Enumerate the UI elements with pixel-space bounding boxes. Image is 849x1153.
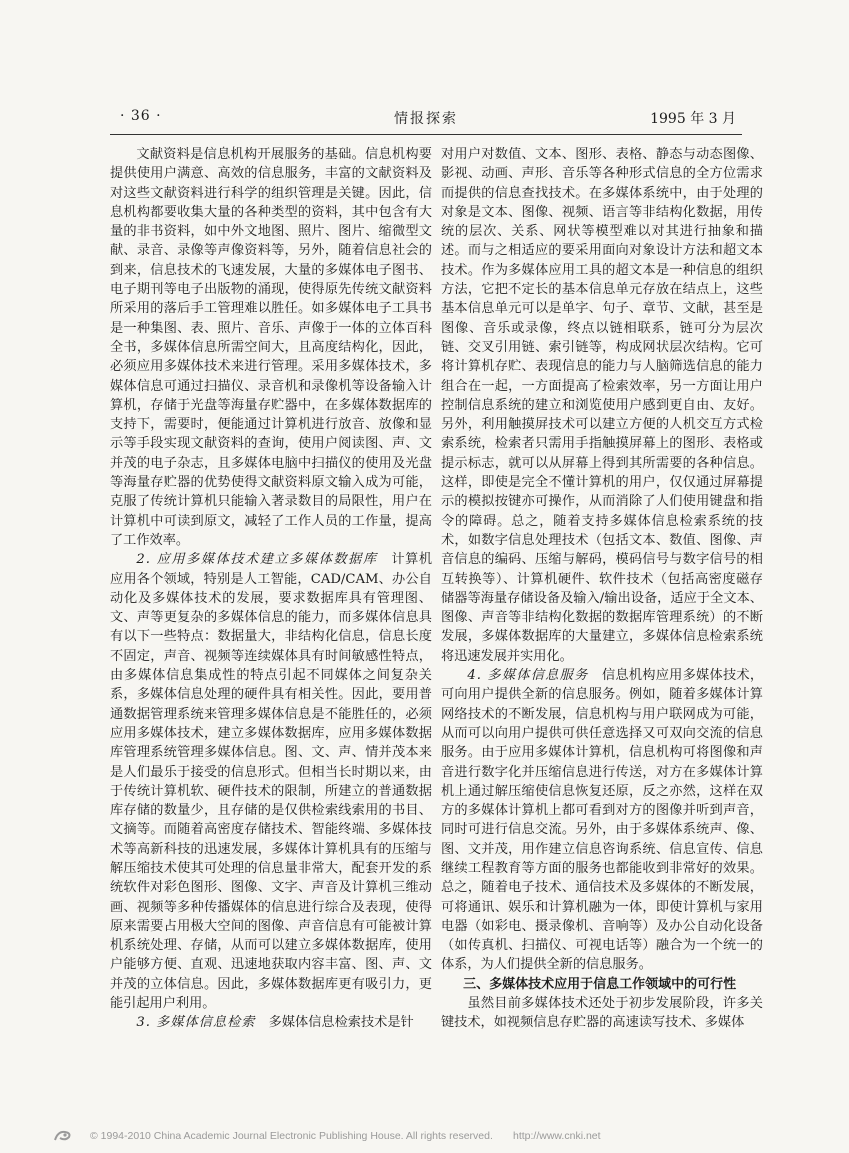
paragraph-continued: 对用户对数值、文本、图形、表格、静态与动态图像、影视、动画、声形、音乐等各种形式信息的全方位需求而提供的信息查找技术。在多媒体系统中，由于处理的对象是文本、图像、视频、语言等非结构化数据，用传统的层次、关系、网状等模型难以对其进行抽象和描述。而与之相适应的要采用面向对象设计方法和超文本技术。作为多媒体应用工具的超文本是一种信息的组织方法，它把不定长的基本信息单元存放在结点上，这些基本信息单元可以是单字、句子、章节、文献，甚至是图像、音乐或录像，终点以链相联系，链可分为层次链、交叉引用链、索引链等，构成网状层次结构。它可将计算机存贮、表现信息的能力与人脑筛选信息的能力组合在一起，一方面提高了检索效率，另一方面让用户控制信息系统的建立和浏览使用户感到更自由、友好。另外，利用触摸屏技术可以建立方便的人机交互方式检索系统，检索者只需用手指触摸屏幕上的图形、表格或提示标志，就可以从屏幕上得到其所需要的各种信息。这样，即使是完全不懂计算机的用户，仅仅通过屏幕提示的模拟按键亦可操作，从而消除了人们使用键盘和指令的障碍。总之，随着支持多媒体信息检索系统的技术，如数字信息处理技术（包括文本、数值、图像、声音信息的编码、压缩与解码，模码信号与数字信号的相互转换等）、计算机硬件、软件技术（包括高密度磁存储器等海量存储设备及输入/输出设备，适应于全文本、图像、声音等非结构化数据的数据库管理系统）的不断发展，多媒体数据库的大量建立，多媒体信息检索系统将迅速发展并实用化。 xyxy=(441,147,763,664)
section-4-text: 信息机构应用多媒体技术，可向用户提供全新的信息服务。例如，随着多媒体计算网络技术的不断发展，信息机构与用户联网成为可能，从而可以向用户提供可供任意选择又可双向交流的信息服务。由于应用多媒体计算机，信息机构可将图像和声音进行数字化并压缩信息进行传送，对方在多媒体计算机上通过解压缩使信息恢复还原，反之亦然，这样在双方的多媒体计算机上都可看到对方的图像并听到声音，同时可进行信息交流。另外，由于多媒体系统声、像、图、文并茂，用作建立信息咨询系统、信息宣传、信息继续工程教育等方面的服务也都能收到非常好的效果。总之，随着电子技术、通信技术及多媒体的不断发展，可将通讯、娱乐和计算机融为一体，即使计算机与家用电器（如彩电、摄录像机、音响等）及办公自动化设备（如传真机、扫描仪、可视电话等）融合为一个统一的体系，为人们提供全新的信息服务。 xyxy=(441,668,764,973)
section-4-title: 4. 多媒体信息服务 xyxy=(467,668,589,684)
section-3-title: 3. 多媒体信息检索 xyxy=(136,1015,256,1031)
footer-url[interactable]: http://www.cnki.net xyxy=(513,1130,601,1142)
cnki-logo-icon xyxy=(52,1128,74,1144)
section-2-paragraph xyxy=(110,550,432,1013)
issue-date: 1995 年 3 月 xyxy=(650,111,736,127)
paragraph-1: 文献资料是信息机构开展服务的基础。信息机构要提供使用户满意、高效的信息服务，丰富的文献资料及对这些文献资料进行科学的组织管理是关键。因此，信息机构都要收集大量的各种类型的资料，其中包含有大量的非书资料，如中外文地图、照片、图片、缩微型文献、录音、录像等声像资料等，另外，随着信息社会的到来，信息技术的飞速发展，大量的多媒体电子图书、电子期刊等电子出版物的涌现，使得原先传统文献资料所采用的落后手工管理难以胜任。如多媒体电子工具书是一种集图、表、照片、音乐、声像于一体的立体百科全书，多媒体信息所需空间大，且高度结构化，因此，必须应用多媒体技术来进行管理。采用多媒体技术，多媒体信息可通过扫描仪、录音机和录像机等设备输入计算机，存储于光盘等海量存贮器中，在多媒体数据库的支持下，需要时，便能通过计算机进行放音、放像和显示等手段实现文献资料的查询，使用户阅读图、声、文并茂的电子杂志，且多媒体电脑中扫描仪的使用及光盘等海量存贮器的优势使得文献资料原文输入成为可能，克服了传统计算机只能输入著录数目的局限性，用户在计算机中可读到原文，减轻了工作人员的工作量，提高了工作效率。 xyxy=(110,147,432,548)
journal-title: 情报探索 xyxy=(394,111,458,127)
left-column xyxy=(110,145,432,1033)
right-column xyxy=(441,145,763,1033)
section-4-paragraph xyxy=(441,666,763,975)
page-number: · 36 · xyxy=(120,108,162,124)
section-3-paragraph xyxy=(110,1013,432,1032)
footer xyxy=(52,1128,772,1146)
section-2-title: 2. 应用多媒体技术建立多媒体数据库 xyxy=(136,552,378,568)
copyright-text: © 1994-2010 China Academic Journal Electronic Publishing House. All rights reserved. xyxy=(90,1130,493,1142)
section-3-text: 多媒体信息检索技术是针 xyxy=(268,1015,414,1031)
running-header xyxy=(110,108,742,135)
section-2-text: 计算机应用各个领域，特别是人工智能，CAD/CAM、办公自动化及多媒体技术的发展，要求数据库具有管理图、文、声等更复杂的多媒体信息的能力，而多媒体信息具有以下一些特点：数据量大，非结构化信息，信息长度不固定，声音、视频等连续媒体具有时间敏感性特点，由多媒体信息集成性的特点引起不同媒体之间复杂关系，多媒体信息处理的硬件具有相关性。因此，要用普通数据管理系统来管理多媒体信息是不能胜任的，必须应用多媒体技术，建立多媒体数据库，应用多媒体数据库管理系统管理多媒体信息。图、文、声、情并茂本来是人们最乐于接受的信息形式。但相当长时期以来，由于传统计算机软、硬件技术的限制，所建立的普通数据库存储的数量少，且存储的是仅供检索线索用的书目、文摘等。而随着高密度存储技术、智能终端、多媒体技术等高新科技的迅速发展，多媒体计算机具有的压缩与解压缩技术使其可处理的信息量非常大，配套开发的系统软件对彩色图形、图像、文字、声音及计算机三维动画、视频等多种传播媒体的信息进行综合及表现，使得原来需要占用极大空间的图像、声音信息有可能被计算机系统处理、存储，从而可以建立多媒体数据库，使用户能够方便、直观、迅速地获取内容丰富、图、声、文并茂的立体信息。因此，多媒体数据库更有吸引力，更能引起用户利用。 xyxy=(110,552,433,1012)
section-heading-3: 三、多媒体技术应用于信息工作领域中的可行性 xyxy=(463,976,737,992)
last-paragraph: 虽然目前多媒体技术还处于初步发展阶段，许多关键技术，如视频信息存贮器的高速读写技术、多媒体 xyxy=(441,996,763,1031)
